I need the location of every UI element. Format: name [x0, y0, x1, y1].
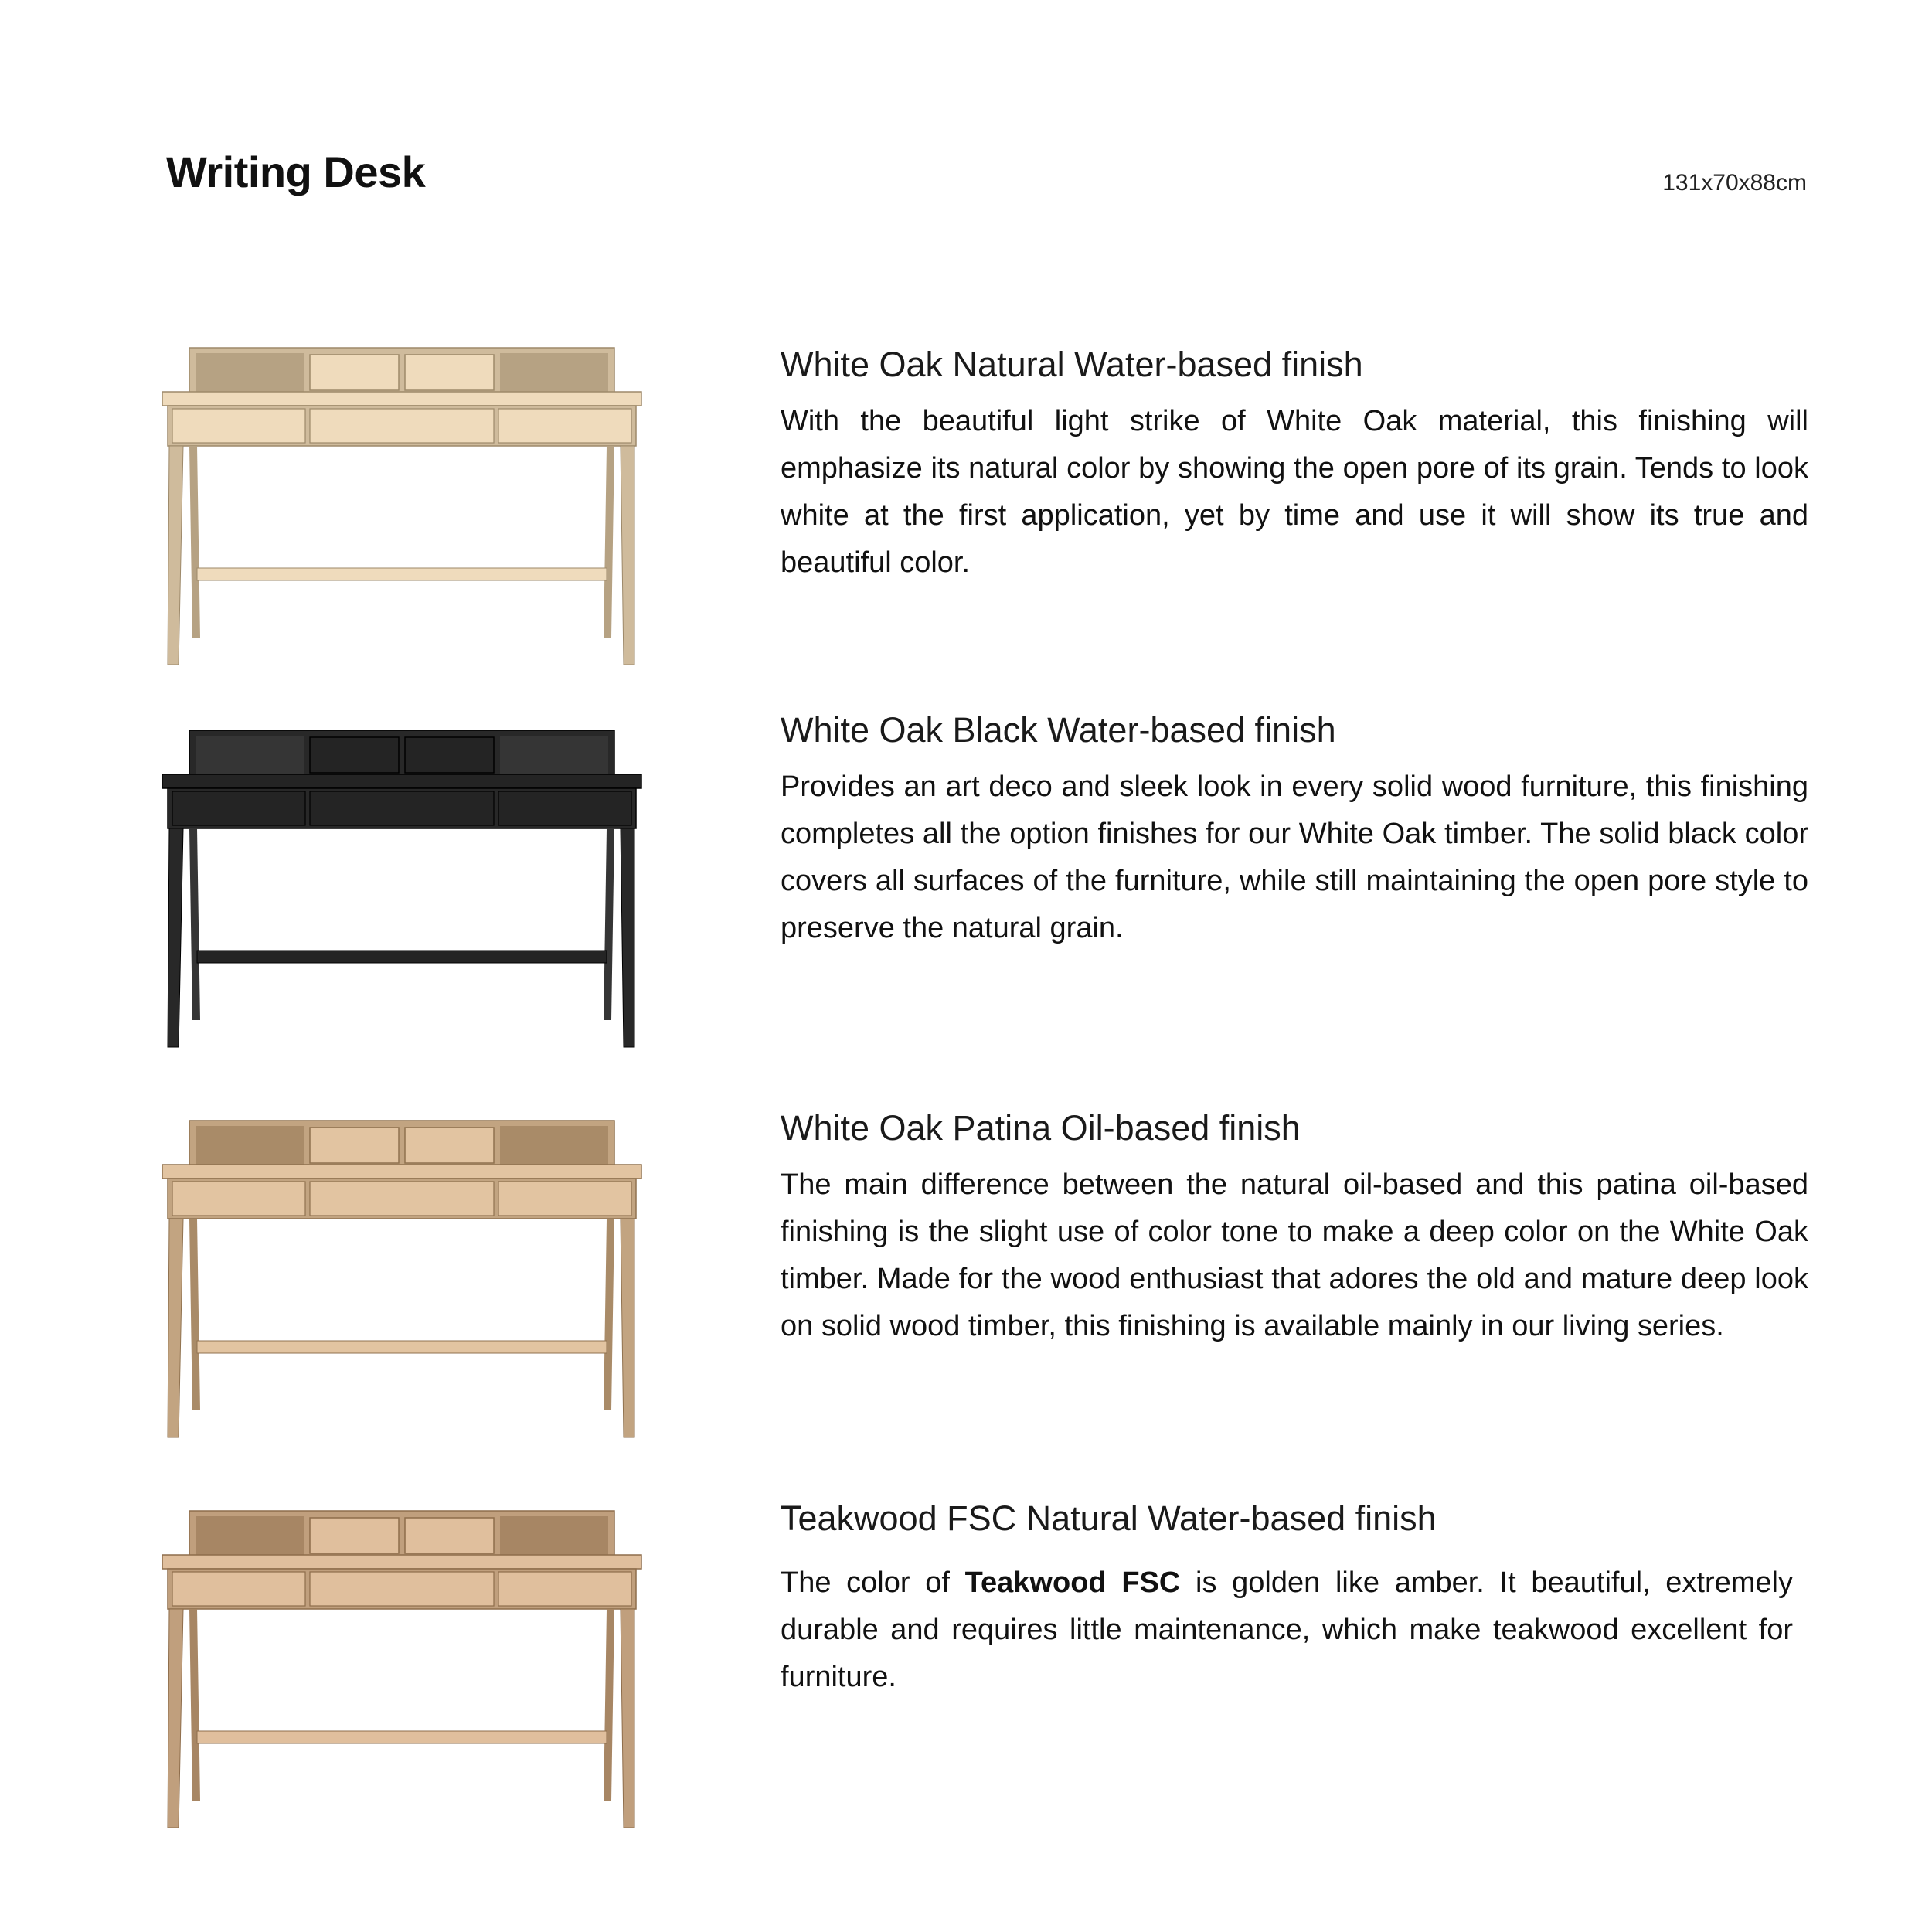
desk-drawer-left — [172, 791, 305, 825]
description-text-bold: Teakwood FSC — [964, 1566, 1181, 1599]
desk-hutch-drawer-left — [310, 355, 399, 390]
desk-leg-front-right — [621, 1609, 634, 1828]
page-title: Writing Desk — [166, 148, 426, 196]
desk-top — [162, 1555, 641, 1569]
desk-image-black — [158, 726, 645, 1051]
desk-hutch-drawer-left — [310, 1518, 399, 1553]
desk-drawer-center — [310, 1182, 494, 1216]
desk-leg-back-right — [604, 1219, 614, 1410]
desk-hutch-cubby-left — [196, 1126, 304, 1165]
desk-stretcher — [197, 568, 607, 580]
desk-leg-back-left — [189, 446, 200, 638]
desk-hutch-drawer-right — [405, 355, 494, 390]
desk-leg-back-left — [189, 1219, 200, 1410]
desk-hutch-cubby-right — [500, 353, 608, 392]
desk-image-teakwood — [158, 1507, 645, 1832]
desk-hutch-cubby-left — [196, 353, 304, 392]
desk-leg-front-right — [621, 1219, 634, 1437]
finish-title: White Oak Black Water-based finish — [781, 710, 1336, 750]
finish-description: With the beautiful light strike of White Oak material, this finishing will emphasize its natural color by showing the open pore of its grain. Tends to look white at the first application, yet by time and use it will show its true and beautiful color. — [781, 404, 1808, 579]
desk-leg-back-right — [604, 446, 614, 638]
desk-hutch-cubby-left — [196, 1516, 304, 1555]
desk-stretcher — [197, 1341, 607, 1353]
finish-title: Teakwood FSC Natural Water-based finish — [781, 1498, 1437, 1538]
desk-leg-back-right — [604, 1609, 614, 1801]
desk-hutch-drawer-right — [405, 1128, 494, 1163]
desk-drawer-left — [172, 1182, 305, 1216]
desk-drawer-right — [498, 1572, 631, 1606]
desk-top — [162, 1165, 641, 1179]
desk-stretcher — [197, 951, 607, 963]
desk-hutch-cubby-right — [500, 736, 608, 774]
desk-drawer-right — [498, 1182, 631, 1216]
desk-leg-back-right — [604, 828, 614, 1020]
desk-drawer-left — [172, 1572, 305, 1606]
desk-leg-front-right — [621, 828, 634, 1047]
desk-leg-back-left — [189, 828, 200, 1020]
desk-hutch-cubby-right — [500, 1516, 608, 1555]
finish-description — [781, 1560, 1793, 1701]
desk-image-patina — [158, 1117, 645, 1441]
dimensions-label: 131x70x88cm — [1662, 170, 1807, 196]
desk-hutch-drawer-right — [405, 737, 494, 773]
desk-drawer-center — [310, 1572, 494, 1606]
desk-drawer-right — [498, 409, 631, 443]
finish-description: Provides an art deco and sleek look in every solid wood furniture, this finishing completes all the option finishes for our White Oak timber. The solid black color covers all surfaces of the furniture, while still maintaining the open pore style to preserve the natural grain. — [781, 770, 1808, 944]
desk-top — [162, 392, 641, 406]
desk-hutch-cubby-right — [500, 1126, 608, 1165]
finish-description: The main difference between the natural oil-based and this patina oil-based finishing is the slight use of color tone to make a deep color on the White Oak timber. Made for the wood enthusiast that adores the old and mature deep look on solid wood timber, this finishing is available mainly in our living series. — [781, 1168, 1808, 1342]
desk-leg-back-left — [189, 1609, 200, 1801]
desk-leg-front-left — [168, 1219, 183, 1437]
description-text-after: is golden like amber. It beautiful, extremely durable and requires little maintenance, which make teakwood excellent for furniture. — [781, 1566, 1794, 1693]
desk-stretcher — [197, 1731, 607, 1743]
desk-leg-front-right — [621, 446, 634, 665]
desk-drawer-left — [172, 409, 305, 443]
desk-hutch-drawer-left — [310, 737, 399, 773]
finish-title: White Oak Natural Water-based finish — [781, 345, 1363, 384]
desk-hutch-drawer-left — [310, 1128, 399, 1163]
desk-image-natural — [158, 344, 645, 668]
desk-hutch-cubby-left — [196, 736, 304, 774]
desk-drawer-center — [310, 791, 494, 825]
desk-top — [162, 774, 641, 788]
finish-title: White Oak Patina Oil-based finish — [781, 1108, 1301, 1148]
desk-hutch-drawer-right — [405, 1518, 494, 1553]
desk-drawer-right — [498, 791, 631, 825]
desk-leg-front-left — [168, 828, 183, 1047]
desk-leg-front-left — [168, 1609, 183, 1828]
description-text-before: The color of — [781, 1566, 965, 1599]
desk-leg-front-left — [168, 446, 183, 665]
desk-drawer-center — [310, 409, 494, 443]
